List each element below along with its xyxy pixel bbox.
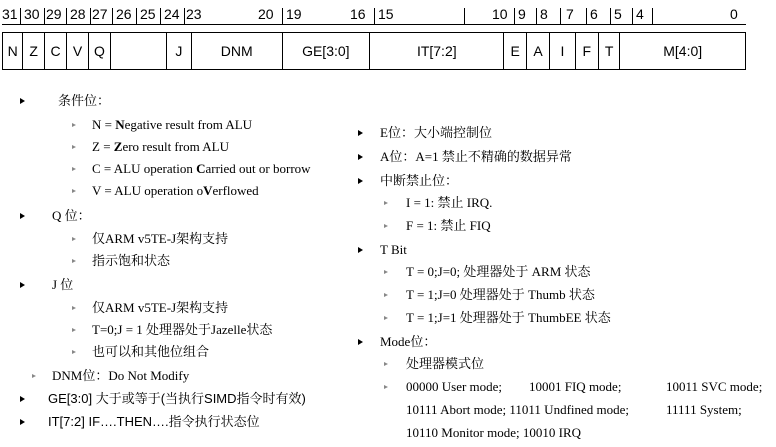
bit-divider	[652, 8, 653, 24]
bullet-icon	[358, 178, 363, 184]
bit-divider	[586, 8, 587, 24]
dnm-item: DNM位：Do Not Modify	[52, 368, 190, 383]
bullet-icon	[384, 293, 388, 297]
register-field: T	[599, 33, 620, 69]
register-field: GE[3:0]	[283, 33, 371, 69]
bullet-icon	[384, 316, 388, 320]
bit-divider	[44, 8, 45, 24]
register-field: IT[7:2]	[370, 33, 504, 69]
bit-divider	[374, 8, 375, 24]
q-item: 仅ARM v5TE-J架构支持	[92, 231, 229, 246]
bullet-icon	[358, 154, 363, 160]
bit-number: 16	[350, 6, 366, 22]
register-field: E	[504, 33, 526, 69]
tbit-heading: T Bit	[380, 242, 407, 257]
bullet-icon	[32, 374, 36, 378]
register-top-line	[2, 24, 746, 25]
bit-number: 8	[540, 6, 548, 22]
register-fields	[2, 32, 746, 70]
bullet-icon	[20, 98, 25, 104]
register-field: J	[167, 33, 192, 69]
bullet-icon	[72, 189, 76, 193]
cond-item-n: N = Negative result from ALU	[92, 117, 253, 132]
bit-number: 7	[566, 6, 574, 22]
bullet-icon	[384, 201, 388, 205]
tbit-item: T = 1;J=1 处理器处于 ThumbEE 状态	[406, 310, 611, 325]
j-item: T=0;J = 1 处理器处于Jazelle状态	[92, 322, 273, 337]
bit-divider	[160, 8, 161, 24]
mode-value: 10110 Monitor mode; 10010 IRQ	[406, 425, 582, 440]
bullet-icon	[20, 213, 25, 219]
bit-number: 25	[140, 6, 156, 22]
cond-item-c: C = ALU operation Carried out or borrow	[92, 161, 311, 176]
cond-heading: 条件位：	[58, 93, 111, 108]
j-item: 仅ARM v5TE-J架构支持	[92, 300, 229, 315]
bit-number: 6	[590, 6, 598, 22]
register-field: Q	[89, 33, 111, 69]
bit-number: 15	[378, 6, 394, 22]
mode-value: 00000 User mode;	[406, 379, 503, 394]
cond-item-z: Z = Zero result from ALU	[92, 139, 229, 154]
mode-value: 10111 Abort mode; 11011 Undfined mode;	[406, 402, 630, 417]
bit-number: 29	[46, 6, 62, 22]
bullet-icon	[72, 350, 76, 354]
bit-divider	[66, 8, 67, 24]
bit-number: 20	[258, 6, 274, 22]
bit-divider	[136, 8, 137, 24]
bit-divider	[536, 8, 537, 24]
register-field: F	[576, 33, 599, 69]
register-field	[111, 33, 167, 69]
int-item: I = 1: 禁止 IRQ.	[406, 195, 493, 210]
register-field: I	[550, 33, 575, 69]
int-heading: 中断禁止位：	[380, 173, 459, 188]
bit-number: 31	[2, 6, 18, 22]
bit-divider	[632, 8, 633, 24]
j-item: 也可以和其他位组合	[92, 344, 210, 359]
bit-divider	[610, 8, 611, 24]
bullet-icon	[384, 362, 388, 366]
bit-number: 26	[116, 6, 132, 22]
a-item: A位：A=1 禁止不精确的数据异常	[380, 149, 572, 164]
bullet-icon	[72, 237, 76, 241]
bullet-icon	[72, 145, 76, 149]
bit-number: 10	[492, 6, 508, 22]
bit-number: 5	[614, 6, 622, 22]
bit-divider	[112, 8, 113, 24]
bit-number: 28	[70, 6, 86, 22]
bit-divider	[514, 8, 515, 24]
register-field: Z	[23, 33, 44, 69]
j-heading: J 位	[52, 277, 74, 292]
tbit-item: T = 1;J=0 处理器处于 Thumb 状态	[406, 287, 595, 302]
it-item: IT[7:2] IF….THEN….指令执行状态位	[48, 414, 260, 429]
bullet-icon	[72, 123, 76, 127]
register-field: M[4:0]	[663, 43, 703, 59]
mode-value: 10011 SVC mode;	[666, 379, 763, 394]
bit-number: 23	[186, 6, 202, 22]
int-item: F = 1: 禁止 FIQ	[406, 218, 491, 233]
bullet-icon	[358, 339, 363, 345]
bit-divider	[560, 8, 561, 24]
bit-number: 0	[730, 6, 738, 22]
tbit-item: T = 0;J=0; 处理器处于 ARM 状态	[406, 264, 591, 279]
bit-number: 30	[24, 6, 40, 22]
bit-number: 24	[164, 6, 180, 22]
bullet-icon	[20, 282, 25, 288]
register-field: C	[45, 33, 67, 69]
bullet-icon	[384, 224, 388, 228]
bullet-icon	[72, 259, 76, 263]
bullet-icon	[20, 396, 25, 402]
bit-number: 27	[92, 6, 108, 22]
q-item: 指示饱和状态	[92, 253, 171, 268]
register-field: A	[527, 33, 550, 69]
bit-number: 19	[286, 6, 302, 22]
bit-number: 4	[636, 6, 644, 22]
ge-item: GE[3:0] 大于或等于(当执行SIMD指令时有效)	[48, 391, 306, 406]
bullet-icon	[20, 419, 25, 425]
bullet-icon	[384, 385, 388, 389]
register-field: N	[3, 33, 23, 69]
bit-divider	[282, 8, 283, 24]
bit-divider	[90, 8, 91, 24]
bullet-icon	[72, 306, 76, 310]
bit-divider	[184, 8, 185, 24]
mode-heading: Mode位：	[380, 334, 437, 349]
bit-divider	[20, 8, 21, 24]
mode-sub-heading: 处理器模式位	[406, 356, 485, 371]
cond-item-v: V = ALU operation oVerflowed	[92, 183, 259, 198]
e-item: E位：大小端控制位	[380, 125, 492, 140]
bullet-icon	[384, 270, 388, 274]
bullet-icon	[72, 328, 76, 332]
register-field: V	[67, 33, 88, 69]
bit-divider	[464, 8, 465, 24]
q-heading: Q 位：	[52, 208, 91, 223]
bullet-icon	[358, 247, 363, 253]
bullet-icon	[72, 167, 76, 171]
mode-value: 11111 System;	[666, 402, 742, 417]
bullet-icon	[358, 130, 363, 136]
bit-number: 9	[518, 6, 526, 22]
mode-value: 10001 FIQ mode;	[529, 379, 622, 394]
register-field: DNM	[192, 33, 283, 69]
